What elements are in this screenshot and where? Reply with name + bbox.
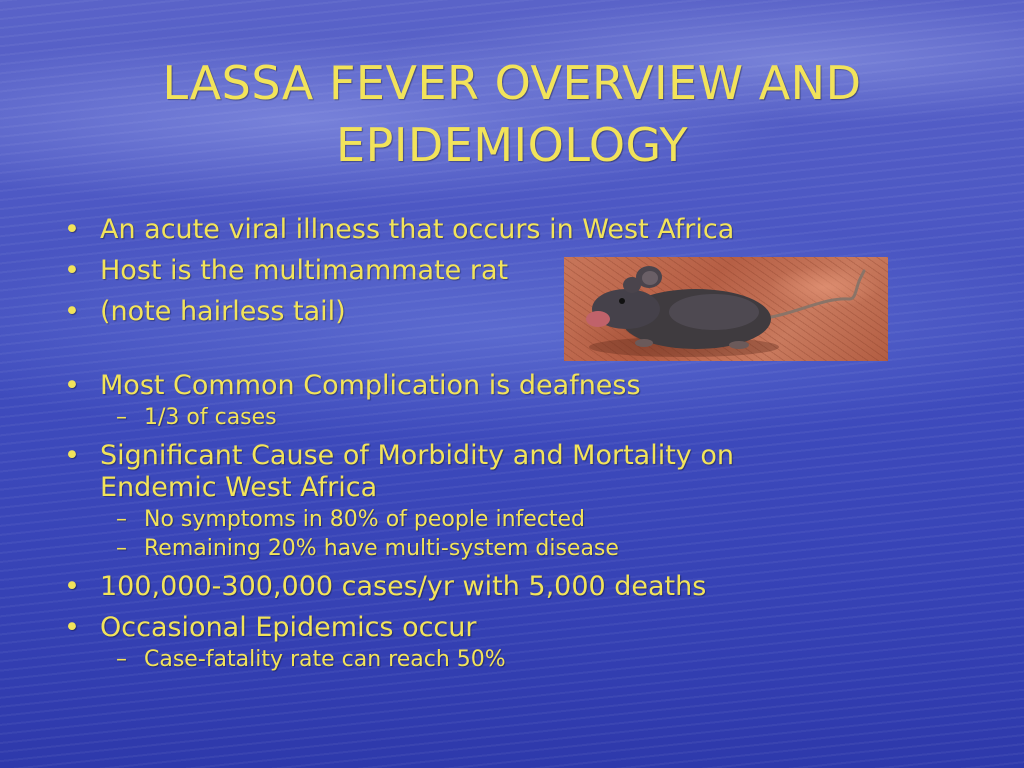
bullet-text: Occasional Epidemics occur bbox=[100, 612, 477, 643]
sub-bullet-text: Remaining 20% have multi-system disease bbox=[144, 536, 619, 561]
bullet-text: 100,000-300,000 cases/yr with 5,000 deaths bbox=[100, 571, 707, 602]
sub-bullet-item bbox=[62, 647, 822, 673]
bullet-dot: • bbox=[64, 612, 80, 643]
sub-bullet-dash: – bbox=[116, 405, 127, 430]
slide-title bbox=[60, 52, 964, 176]
sub-bullet-item bbox=[62, 405, 822, 431]
bullet-text: Significant Cause of Morbidity and Mortality on Endemic West Africa bbox=[100, 440, 734, 503]
sub-bullet-dash: – bbox=[116, 647, 127, 672]
sub-bullet-text: No symptoms in 80% of people infected bbox=[144, 507, 586, 532]
bullet-item bbox=[62, 440, 822, 504]
title-line-1: LASSA FEVER OVERVIEW AND bbox=[162, 56, 862, 110]
bullet-dot: • bbox=[64, 370, 80, 401]
sub-bullet-dash: – bbox=[116, 536, 127, 561]
bullet-item bbox=[62, 370, 822, 402]
bullet-text: (note hairless tail) bbox=[100, 296, 346, 327]
bullet-item bbox=[62, 612, 822, 644]
bullet-dot: • bbox=[64, 571, 80, 602]
sub-bullet-dash: – bbox=[116, 507, 127, 532]
sub-bullet-text: Case-fatality rate can reach 50% bbox=[144, 647, 506, 672]
sub-bullet-item bbox=[62, 536, 822, 562]
bullet-text: An acute viral illness that occurs in West Africa bbox=[100, 214, 735, 245]
sub-bullet-text: 1/3 of cases bbox=[144, 405, 277, 430]
bullet-dot: • bbox=[64, 214, 80, 245]
title-line-2: EPIDEMIOLOGY bbox=[336, 118, 688, 172]
bullet-dot: • bbox=[64, 440, 80, 471]
bullet-text: Host is the multimammate rat bbox=[100, 255, 509, 286]
bullet-dot: • bbox=[64, 255, 80, 286]
bullet-item bbox=[62, 571, 822, 603]
rat-icon bbox=[564, 257, 888, 361]
bullet-text: Most Common Complication is deafness bbox=[100, 370, 641, 401]
sub-bullet-item bbox=[62, 507, 822, 533]
bullet-dot: • bbox=[64, 296, 80, 327]
rat-photo bbox=[564, 257, 888, 361]
bullet-item bbox=[62, 214, 822, 246]
